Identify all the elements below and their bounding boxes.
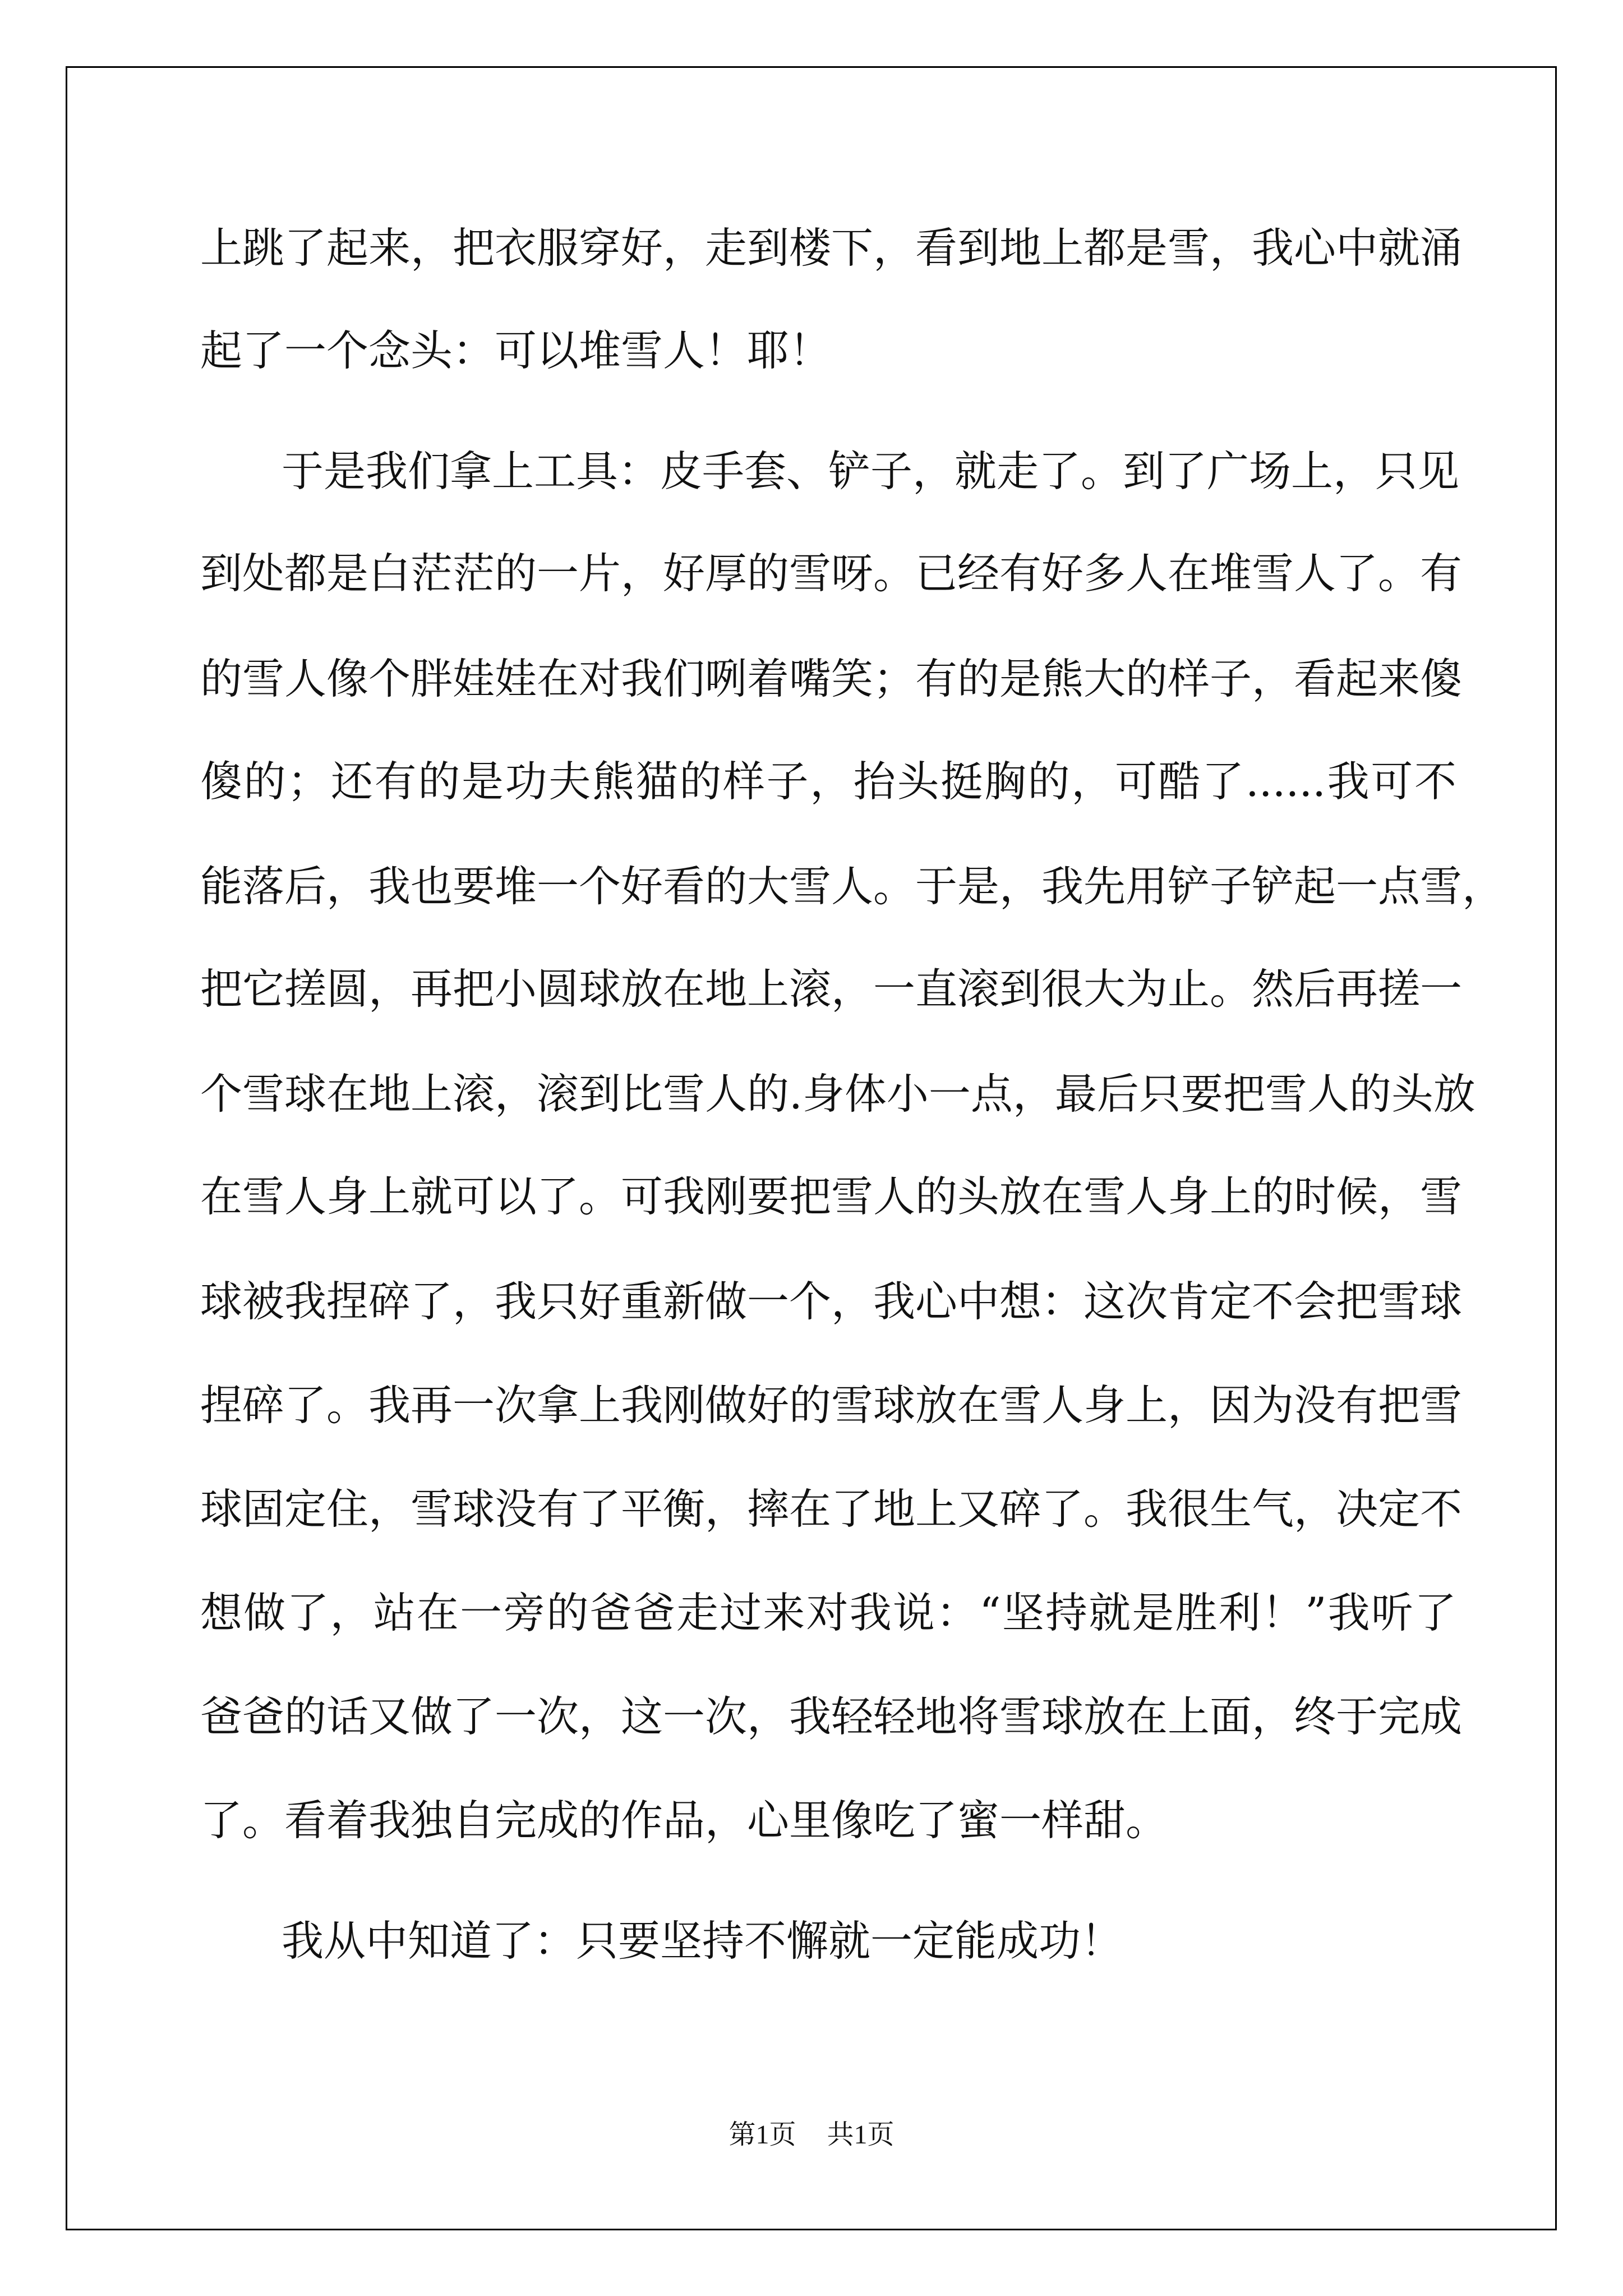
paragraph-line: 能落后，我也要堆一个好看的大雪人。于是，我先用铲子铲起一点雪，: [200, 862, 1505, 911]
paragraph-line: 想做了，站在一旁的爸爸走过来对我说：“坚持就是胜利！”我听了: [200, 1588, 1456, 1637]
paragraph-line: 捏碎了。我再一次拿上我刚做好的雪球放在雪人身上，因为没有把雪: [200, 1381, 1463, 1430]
paragraph-line: 的雪人像个胖娃娃在对我们咧着嘴笑；有的是熊大的样子，看起来傻: [200, 654, 1463, 703]
paragraph-line: 起了一个念头：可以堆雪人！耶！: [200, 326, 832, 375]
paragraph-line: 个雪球在地上滚，滚到比雪人的.身体小一点，最后只要把雪人的头放: [200, 1069, 1476, 1119]
paragraph-line: 球被我捏碎了，我只好重新做一个，我心中想：这次肯定不会把雪球: [200, 1277, 1463, 1326]
paragraph-line: 我从中知道了：只要坚持不懈就一定能成功！: [282, 1916, 1123, 1966]
page-number: 第1页: [728, 2120, 796, 2150]
paragraph-line: 傻的；还有的是功夫熊猫的样子，抬头挺胸的，可酷了......我可不: [200, 757, 1456, 806]
paragraph-line: 于是我们拿上工具：皮手套、铲子，就走了。到了广场上，只见: [282, 447, 1460, 496]
paragraph-line: 球固定住，雪球没有了平衡，摔在了地上又碎了。我很生气，决定不: [200, 1484, 1463, 1534]
paragraph-line: 在雪人身上就可以了。可我刚要把雪人的头放在雪人身上的时候，雪: [200, 1172, 1463, 1221]
page-total: 共1页: [827, 2120, 895, 2150]
paragraph-line: 了。看着我独自完成的作品，心里像吃了蜜一样甜。: [200, 1796, 1168, 1845]
paragraph-line: 到处都是白茫茫的一片，好厚的雪呀。已经有好多人在堆雪人了。有: [200, 549, 1463, 598]
paragraph-line: 把它搓圆，再把小圆球放在地上滚，一直滚到很大为止。然后再搓一: [200, 964, 1463, 1014]
paragraph-line: 上跳了起来，把衣服穿好，走到楼下，看到地上都是雪，我心中就涌: [200, 223, 1463, 273]
page-border: [66, 66, 1557, 2230]
page-footer: [0, 2118, 1623, 2152]
paragraph-line: 爸爸的话又做了一次，这一次，我轻轻地将雪球放在上面，终于完成: [200, 1692, 1463, 1741]
